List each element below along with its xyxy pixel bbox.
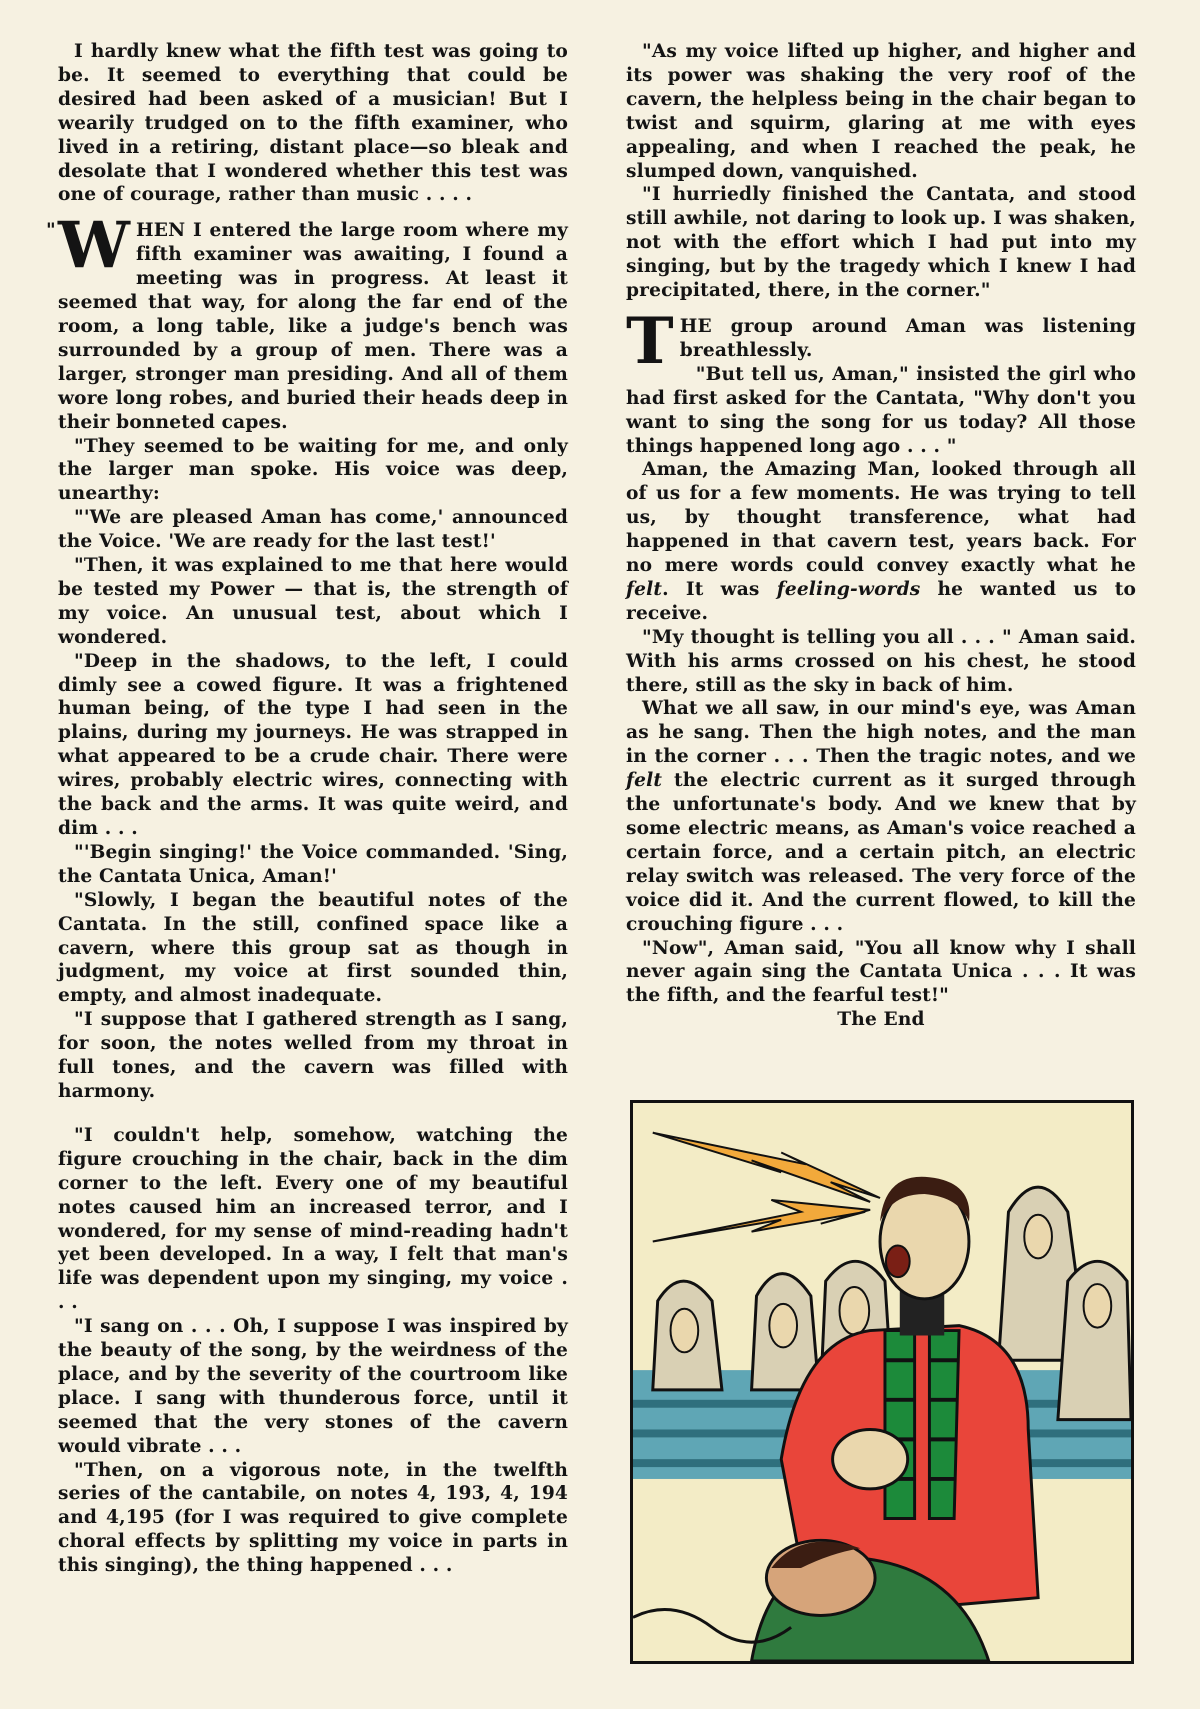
italic-text: feeling-words	[776, 578, 921, 600]
right-text-column	[626, 40, 1136, 1032]
paragraph: "As my voice lifted up higher, and higher and its power was shaking the very roof of the cavern, the helpless being in the chair began to twist and squirm, glaring at me with eyes appealing, and when I reached the peak, he slumped down, vanquished.	[626, 41, 1136, 182]
singer-illustration	[633, 1103, 1131, 1661]
text-run: . It was	[662, 578, 777, 600]
dropcap-paragraph	[46, 208, 568, 434]
paragraph: "Slowly, I began the beautiful notes of the Cantata. In the still, confined space like a cavern, where this group sat as though in judgment, my voice at first sounded thin, empty, and almost inadequate.	[58, 889, 568, 1007]
paragraph	[626, 697, 1136, 936]
italic-text: felt	[626, 578, 663, 600]
italic-text: felt	[626, 770, 663, 792]
left-text-column	[46, 40, 568, 1578]
drop-cap-letter: T	[626, 303, 674, 379]
paragraph-text: HE group around Aman was listening breathlessly.	[679, 315, 1136, 361]
paragraph: "I suppose that I gathered strength as I sang, for soon, the notes welled from my throat in full tones, and the cavern was filled with harmony.	[58, 1009, 568, 1102]
text-run: he wanted us to receive.	[626, 578, 1136, 624]
the-end-label: The End	[837, 1009, 925, 1031]
drop-cap-letter: W	[58, 208, 131, 284]
paragraph: "'Begin singing!' the Voice commanded. 'Sing, the Cantata Unica, Aman!'	[58, 841, 568, 887]
paragraph: "I sang on . . . Oh, I suppose I was inspired by the beauty of the song, by the weirdness of the place, and by the severity of the courtroom like place. I sang with thunderous force, until it seemed that the very stones of the cavern would vibrate . . .	[58, 1316, 568, 1457]
text-run: the electric current as it surged through the unfortunate's body. And we knew that by some electric means, as Aman's voice reached a certain force, and a certain pitch, an electric relay switch was released. The very force of the voice did it. And the current flowed, to kill the crouching figure . . .	[626, 770, 1136, 935]
paragraph: "I hurriedly finished the Cantata, and stood still awhile, not daring to look up. I was shaken, not with the effort which I had put into my singing, but by the tragedy which I knew I had precipitated, there, in the corner."	[626, 184, 1136, 302]
paragraph: "My thought is telling you all . . . " Aman said. With his arms crossed on his chest, he stood there, still as the sky in back of him.	[626, 626, 1136, 696]
paragraph: "Now", Aman said, "You all know why I shall never again sing the Cantata Unica . . . It was the fifth, and the fearful test!"	[626, 937, 1136, 1007]
dropcap-paragraph	[626, 303, 1136, 379]
open-mouth	[886, 1245, 910, 1277]
paragraph: "Deep in the shadows, to the left, I could dimly see a cowed figure. It was a frightened human being, of the type I had seen in the plains, during my journeys. He was strapped in what appeared to be a crude chair. There were wires, probably electric wires, connecting with the back and the arms. It was quite weird, and dim . . .	[58, 650, 568, 839]
text-run: Aman, the Amazing Man, looked through all of us for a few moments. He was trying to tell us, by thought transference, what had happened in that cavern test, years back. For no mere words could convey exactly what he	[626, 459, 1136, 577]
paragraph: "'We are pleased Aman has come,' announced the Voice. 'We are ready for the last test!'	[58, 507, 568, 553]
paragraph	[626, 458, 1136, 625]
text-run: What we all saw, in our mind's eye, was Aman as he sang. Then the high notes, and the man in the corner . . . Then the tragic notes, and we	[626, 698, 1136, 768]
paragraph: "They seemed to be waiting for me, and only the larger man spoke. His voice was deep, unearthy:	[58, 435, 568, 505]
comic-panel-illustration	[630, 1100, 1134, 1664]
paragraph: "I couldn't help, somehow, watching the figure crouching in the chair, back in the dim corner to the left. Every one of my beautiful notes caused him an increased terror, and I wondered, for my sense of mind-reading hadn't yet been developed. In a way, I felt that man's life was dependent upon my singing, my voice . . .	[58, 1124, 568, 1314]
paragraph: "Then, on a vigorous note, in the twelfth series of the cantabile, on notes 4, 193, 4, 194 and 4,195 (for I was required to give complete choral effects by splitting my voice in parts in this singing), the thing happened . . .	[58, 1459, 568, 1577]
paragraph: "Then, it was explained to me that here would be tested my Power — that is, the strength of my voice. An unusual test, about which I wondered.	[58, 555, 568, 648]
paragraph: I hardly knew what the fifth test was going to be. It seemed to everything that could be desired had been asked of a musician! But I wearily trudged on to the fifth examiner, who lived in a retiring, distant place—so bleak and desolate that I wondered whether this test was one of courage, rather than music . . . .	[58, 41, 568, 206]
paragraph: "But tell us, Aman," insisted the girl who had first asked for the Cantata, "Why don't you want to sing the song for us today? All those things happened long ago . . . "	[626, 363, 1136, 457]
clasped-hands	[833, 1429, 908, 1488]
paragraph-text: HEN I entered the large room where my fifth examiner was awaiting, I found a meeting was in progress. At least it seemed that way, for along the far end of the room, a long table, like a judge's bench was surrounded by a group of men. There was a larger, stronger man presiding. And all of them wore long robes, and buried their heads deep in their bonneted capes.	[58, 220, 568, 433]
opening-quote: "	[46, 220, 56, 242]
